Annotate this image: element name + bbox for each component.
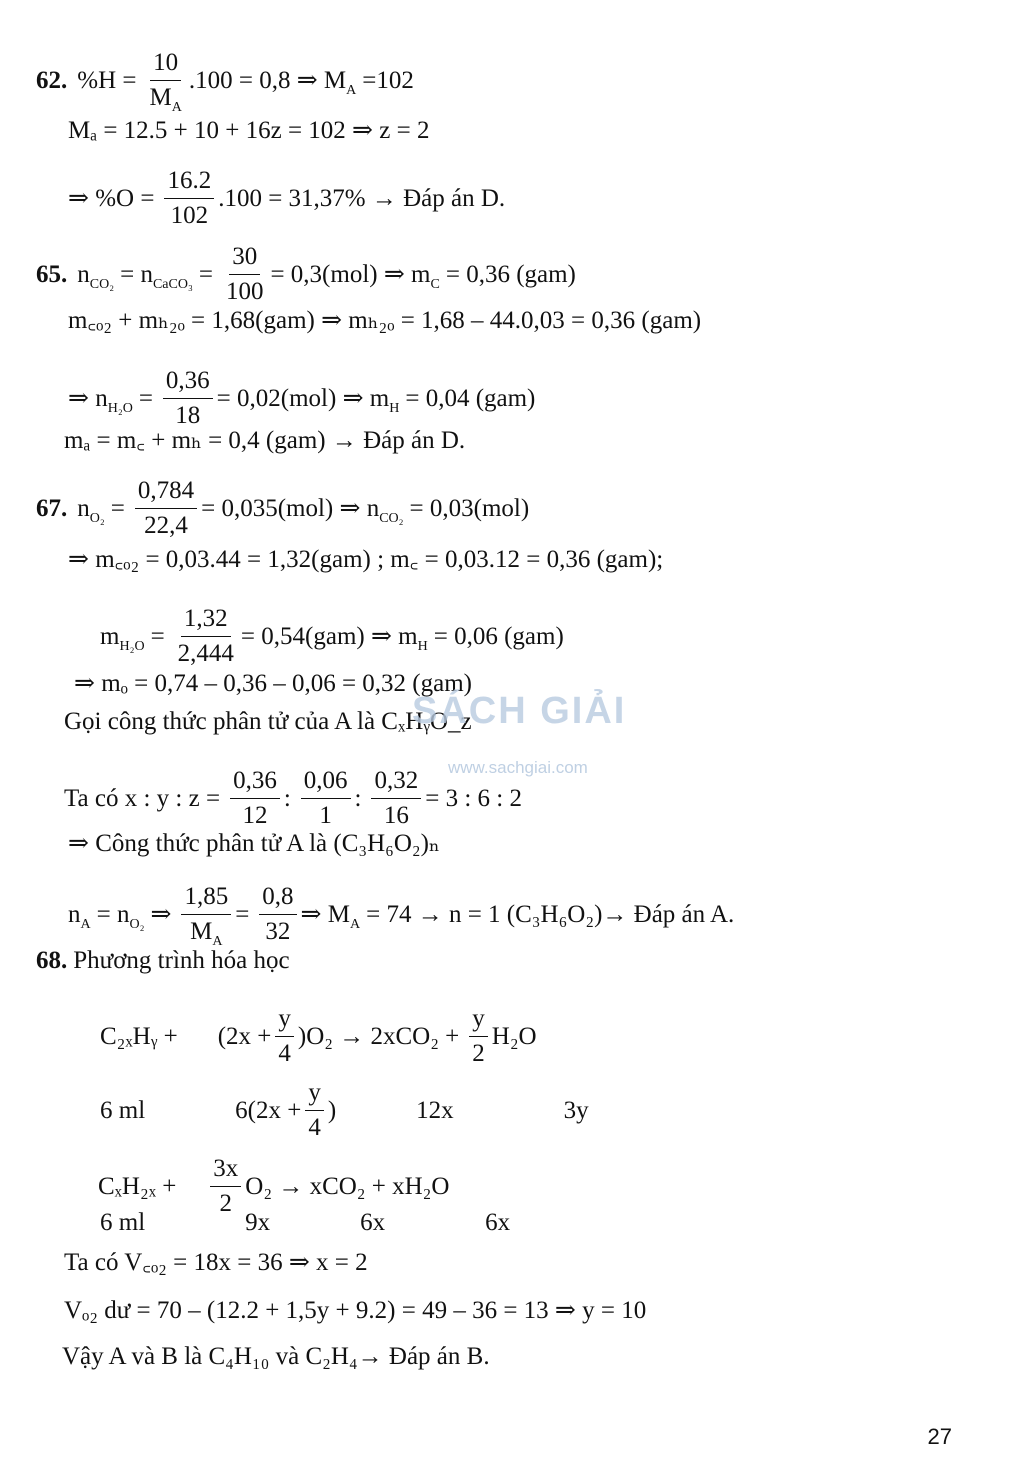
numerator: 0,06 [301,764,351,799]
text: M [149,84,172,111]
text: ⇒ %O = [68,184,155,212]
text: n [77,260,90,288]
text [68,900,91,930]
text: = 0,54(gam) ⇒ m [240,622,418,650]
fraction [223,240,267,309]
fraction [164,164,214,233]
text: CₓH₂ₓ + [98,1172,177,1200]
fraction [301,764,351,833]
fraction [135,474,197,543]
p62-number: 62. [36,66,68,94]
p62-line1 [36,46,420,115]
text [270,260,439,290]
text: = [235,900,250,928]
text: = 0,035(mol) ⇒ n [201,494,380,522]
numerator: 0,32 [371,764,421,799]
text: =102 [362,66,414,94]
subscript: O₂ [129,916,145,932]
p65-number: 65. [36,260,68,288]
subscript: O₂ [89,510,105,526]
text: ⇒ [150,900,172,928]
text [201,494,403,524]
denominator: 102 [170,202,209,229]
subscript: C [430,276,440,292]
text: 6 ml [100,1209,146,1236]
denominator: 16 [383,802,409,829]
numerator: 10 [150,46,181,81]
p67-line8 [68,880,740,949]
numerator: 3x [210,1152,241,1187]
denominator: 18 [175,402,201,429]
numerator: 0,784 [135,474,197,509]
numerator: 0,8 [259,880,296,915]
subscript: H [417,638,428,654]
fraction [275,1002,294,1071]
denominator [187,915,225,949]
text: 6x [485,1209,511,1236]
p68-equation2-volumes [100,1208,516,1238]
ratio-colon: : [354,784,362,812]
p65-line1 [36,240,582,309]
text [97,900,145,930]
text [100,622,145,652]
text: ⇒ M [300,900,350,928]
numerator: y [469,1002,488,1037]
denominator: 2 [472,1040,485,1067]
text: n [77,494,90,522]
text: (2x + [217,1022,272,1050]
page-number: 27 [927,1424,952,1449]
text: H₂O [491,1022,537,1050]
p67-line4: ⇒ mₒ = 0,74 – 0,36 – 0,06 = 0,32 (gam) [74,670,472,697]
p62-line2: Mₐ = 12.5 + 10 + 16z = 102 ⇒ z = 2 [68,117,430,144]
text: = 3 : 6 : 2 [425,784,522,812]
denominator: 4 [278,1040,291,1067]
denominator: 2,444 [177,640,234,667]
text: .100 = 31,37% → Đáp án D. [218,184,506,212]
text: ⇒ n [68,384,108,412]
subscript: A [349,916,361,932]
fraction [305,1076,324,1145]
text: = [138,384,153,412]
fraction [469,1002,488,1071]
fraction [181,880,231,949]
denominator: 2 [219,1190,233,1217]
p65-line2: m꜀ₒ₂ + mₕ₂ₒ = 1,68(gam) ⇒ mₕ₂ₒ = 1,68 – 44.0,03 = 0,36 (gam) [68,307,702,334]
subscript: CO₂ [89,276,115,292]
denominator: 100 [225,278,264,305]
text: 12x [416,1096,454,1124]
denominator: 4 [308,1114,321,1141]
subscript: CO₂ [379,510,404,526]
subscript: CaCO₃ [152,276,193,292]
p68-number: 68. [36,947,68,974]
watermark-url: www.sachgiai.com [448,758,588,777]
p65-line4: mₐ = m꜀ + mₕ = 0,4 (gam) → Đáp án D. [64,427,466,454]
p68-line3: Vậy A và B là C₄H₁₀ và C₂H₄→ Đáp án B. [62,1343,490,1370]
p67-line5: Gọi công thức phân tử của A là CₓHᵧO_z [64,708,472,735]
numerator: 0,36 [230,764,280,799]
numerator: 30 [229,240,260,275]
text [77,260,114,290]
text [301,900,361,930]
fraction [371,764,421,833]
p68-line1: Ta có V꜀ₒ₂ = 18x = 36 ⇒ x = 2 [64,1249,368,1276]
numerator: 0,36 [163,364,213,399]
fraction [146,46,184,115]
text [68,384,133,414]
text: = 74 → n = 1 (C₃H₆O₂)→ Đáp án A. [366,900,735,928]
text: Phương trình hóa học [73,947,290,974]
numerator: 1,32 [181,602,231,637]
text: 6 ml [100,1096,146,1124]
text: = 0,04 (gam) [405,384,536,412]
subscript: A [171,100,182,115]
denominator: 32 [265,918,291,945]
numerator: y [275,1002,294,1037]
denominator: 22,4 [144,512,188,539]
p67-number: 67. [36,494,68,522]
text: = 0,03(mol) [409,494,530,522]
text: = 0,06 (gam) [433,622,564,650]
text: 3y [563,1096,589,1124]
text: %H = [77,66,137,94]
text: .100 = 0,8 ⇒ M [188,66,347,94]
text: = n [120,260,153,288]
p65-line3 [68,364,541,433]
ratio-colon: : [283,784,291,812]
text [241,622,428,652]
p68-line2: Vₒ₂ dư = 70 – (12.2 + 1,5y + 9.2) = 49 – 36 = 13 ⇒ y = 10 [64,1297,647,1324]
text: )O₂ → 2xCO₂ + [297,1022,460,1050]
text: = 0,36 (gam) [445,260,576,288]
fraction [230,764,280,833]
p67-line3 [100,602,570,671]
numerator: 1,85 [181,880,231,915]
text [77,494,105,524]
text: M [190,918,213,945]
subscript: H [389,400,400,416]
text: = n [96,900,130,928]
text [189,66,356,96]
p67-line2: ⇒ m꜀ₒ₂ = 0,03.44 = 1,32(gam) ; m꜀ = 0,03.12 = 0,36 (gam); [68,546,664,573]
text: 6(2x + [235,1096,302,1124]
text: = 0,3(mol) ⇒ m [270,260,431,288]
subscript: H₂O [119,638,145,654]
text [120,260,193,290]
text [217,384,400,414]
text: 6x [360,1209,386,1236]
denominator: 12 [242,802,268,829]
p67-line7: ⇒ Công thức phân tử A là (C₃H₆O₂)ₙ [68,830,440,857]
text: ) [327,1096,337,1124]
p68-equation1 [100,1002,543,1071]
numerator: y [305,1076,324,1111]
fraction [163,364,213,433]
text: = [150,622,165,650]
p68-heading [36,946,296,976]
subscript: A [212,934,223,949]
text: = 0,02(mol) ⇒ m [216,384,390,412]
text: = [110,494,125,522]
denominator: 1 [319,802,332,829]
text: O₂ → xCO₂ + xH₂O [245,1172,450,1200]
denominator [146,81,184,115]
text: m [100,622,120,650]
text: Ta có x : y : z = [64,784,221,812]
text: 9x [245,1209,271,1236]
p68-equation1-volumes [100,1076,595,1145]
text: C₂ₓHᵧ + [100,1022,178,1050]
subscript: A [346,82,357,98]
p67-line1 [36,474,535,543]
fraction [259,880,296,949]
numerator: 16.2 [164,164,214,199]
subscript: A [80,916,91,932]
watermark-logo: SÁCH GIẢI [412,690,627,732]
text: = [198,260,213,288]
p62-line3 [68,164,511,233]
fraction [175,602,237,671]
text: n [68,900,81,928]
subscript: H₂O [107,400,133,416]
